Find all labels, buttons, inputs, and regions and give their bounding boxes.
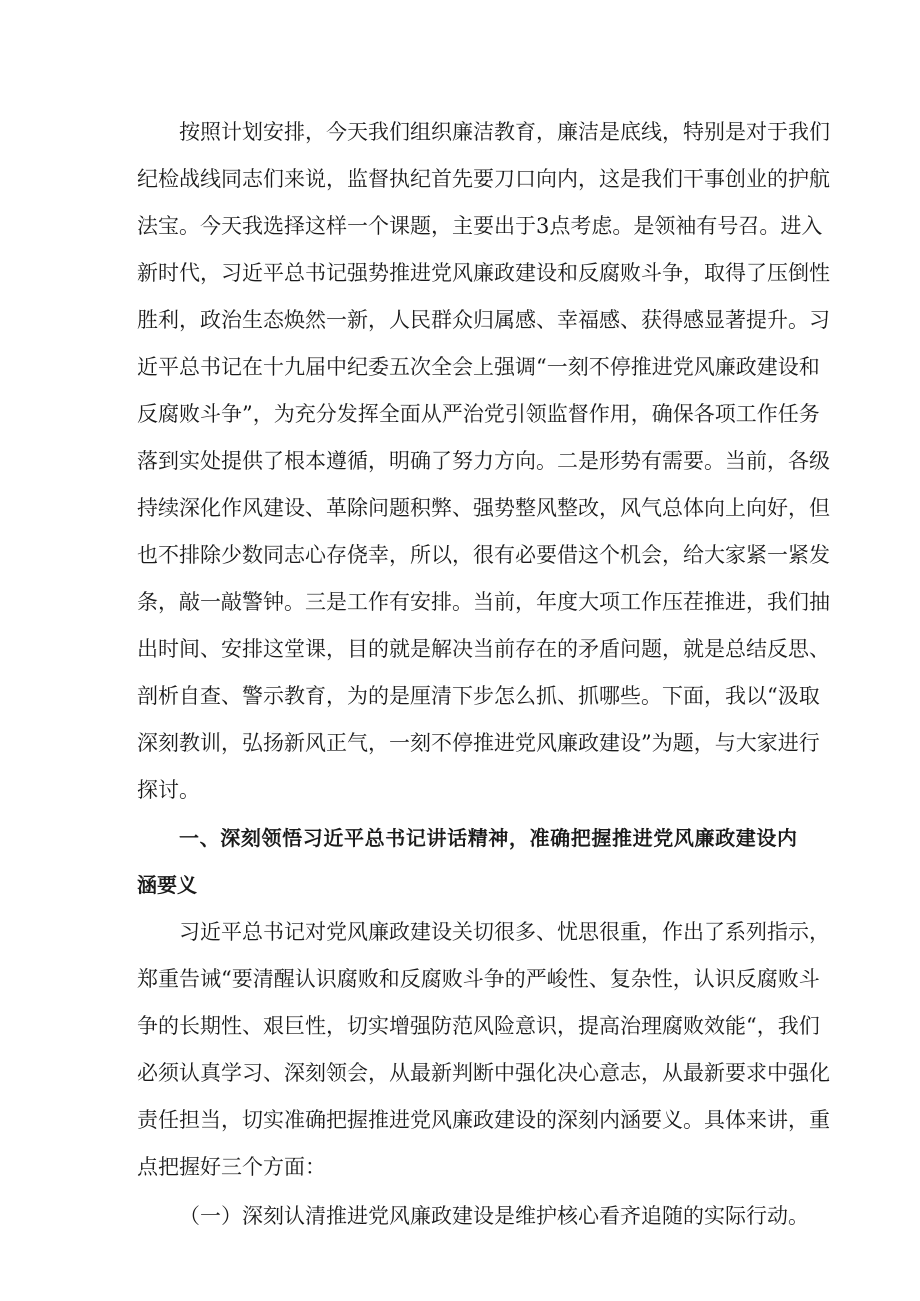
paragraph-1-line: 法宝。今天我选择这样一个课题，主要出于3点考虑。是领袖有号召。进入 [137, 214, 823, 238]
paragraph-1-line: 胜利，政治生态焕然一新，人民群众归属感、幸福感、获得感显著提升。习 [137, 308, 830, 332]
paragraph-2-line: 必须认真学习、深刻领会，从最新判断中强化决心意志，从最新要求中强化 [137, 1061, 830, 1085]
paragraph-2-line: 习近平总书记对党风廉政建设关切很多、忧思很重，作出了系列指示， [179, 920, 830, 944]
paragraph-1-line: 探讨。 [137, 778, 200, 802]
paragraph-1-line: 近平总书记在十九届中纪委五次全会上强调“一刻不停推进党风廉政建设和 [137, 355, 820, 379]
paragraph-1-line: 也不排除少数同志心存侥幸，所以，很有必要借这个机会，给大家紧一紧发 [137, 543, 830, 567]
paragraph-2-line: 郑重告诫“要清醒认识腐败和反腐败斗争的严峻性、复杂性，认识反腐败斗 [137, 967, 820, 991]
paragraph-2-line: 责任担当，切实准确把握推进党风廉政建设的深刻内涵要义。具体来讲，重 [137, 1108, 830, 1132]
paragraph-1-line: 新时代，习近平总书记强势推进党风廉政建设和反腐败斗争，取得了压倒性 [137, 261, 830, 285]
subsection-heading: （一）深刻认清推进党风廉政建设是维护核心看齐追随的实际行动。 [179, 1204, 809, 1228]
paragraph-1-line: 持续深化作风建设、革除问题积弊、强势整风整改，风气总体向上向好，但 [137, 496, 830, 520]
section-heading-line: 涵要义 [137, 873, 197, 897]
paragraph-1-line: 按照计划安排，今天我们组织廉洁教育，廉洁是底线，特别是对于我们 [179, 120, 830, 144]
section-heading-line: 一、深刻领悟习近平总书记讲话精神，准确把握推进党风廉政建设内 [179, 826, 797, 850]
paragraph-1-line: 落到实处提供了根本遵循，明确了努力方向。二是形势有需要。当前，各级 [137, 449, 830, 473]
paragraph-2-line: 点把握好三个方面： [137, 1155, 326, 1179]
paragraph-1-line: 纪检战线同志们来说，监督执纪首先要刀口向内，这是我们干事创业的护航 [137, 167, 830, 191]
paragraph-1-line: 深刻教训，弘扬新风正气，一刻不停推进党风廉政建设”为题，与大家进行 [137, 731, 820, 755]
paragraph-1-line: 条，敲一敲警钟。三是工作有安排。当前，年度大项工作压茬推进，我们抽 [137, 590, 830, 614]
paragraph-2-line: 争的长期性、艰巨性，切实增强防范风险意识，提高治理腐败效能“，我们 [137, 1014, 820, 1038]
paragraph-1-line: 出时间、安排这堂课，目的就是解决当前存在的矛盾问题，就是总结反思、 [137, 637, 830, 661]
paragraph-1-line: 反腐败斗争”，为充分发挥全面从严治党引领监督作用，确保各项工作任务 [137, 402, 820, 426]
paragraph-1-line: 剖析自查、警示教育，为的是厘清下步怎么抓、抓哪些。下面，我以“汲取 [137, 684, 820, 708]
